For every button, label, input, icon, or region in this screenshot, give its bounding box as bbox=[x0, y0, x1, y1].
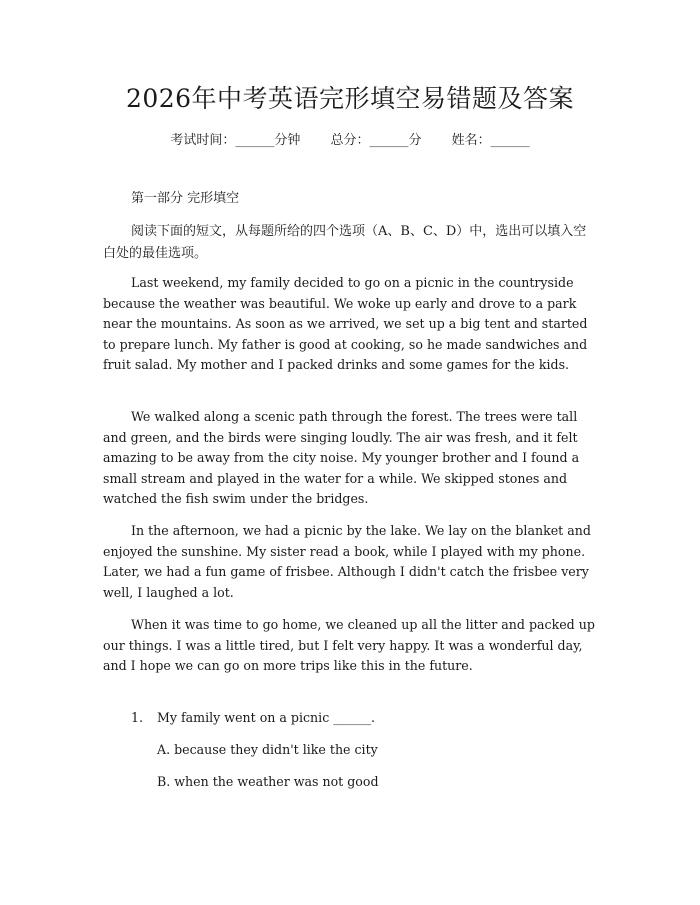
exam-score: 总分：______分 bbox=[330, 133, 422, 148]
question-number: 1. bbox=[131, 710, 144, 725]
exam-time: 考试时间：______分钟 bbox=[170, 133, 301, 148]
passage-paragraph-1: Last weekend, my family decided to go on a picnic in the countryside because the weather was beautiful. We woke up early and drove to a park near the mountains. As soon as we arrived, we set up a big tent and started to prepare lunch. My father is good at cooking, so he made sandwiches and fruit salad. My mother and I packed drinks and some games for the kids. bbox=[103, 275, 588, 373]
passage-paragraph-3: In the afternoon, we had a picnic by the lake. We lay on the blanket and enjoyed the sunshine. My sister read a book, while I played with my phone. Later, we had a fun game of frisbee. Although I didn't catch the frisbee very well, I laughed a lot. bbox=[103, 523, 591, 600]
instructions: 阅读下面的短文，从每题所给的四个选项（A、B、C、D）中，选出可以填入空白处的最佳选项。 bbox=[103, 224, 587, 261]
section-heading: 第一部分 完形填空 bbox=[131, 191, 240, 206]
question-text: My family went on a picnic ______. bbox=[157, 710, 376, 725]
passage-paragraph-4: When it was time to go home, we cleaned up all the litter and packed up our things. I was a little tired, but I felt very happy. It was a wonderful day, and I hope we can go on more trips like this in the future. bbox=[103, 617, 595, 674]
passage-paragraph-2: We walked along a scenic path through the forest. The trees were tall and green, and the birds were singing loudly. The air was fresh, and it felt amazing to be away from the city noise. My younger brother and I found a small stream and played in the water for a while. We skipped stones and watched the fish swim under the bridges. bbox=[103, 409, 580, 507]
student-name: 姓名：______ bbox=[451, 133, 530, 148]
option-b: B. when the weather was not good bbox=[157, 774, 379, 789]
option-a: A. because they didn't like the city bbox=[157, 742, 378, 757]
document-title: 2026年中考英语完形填空易错题及答案 bbox=[125, 84, 575, 113]
exam-meta bbox=[0, 131, 700, 151]
question-1 bbox=[131, 708, 375, 728]
